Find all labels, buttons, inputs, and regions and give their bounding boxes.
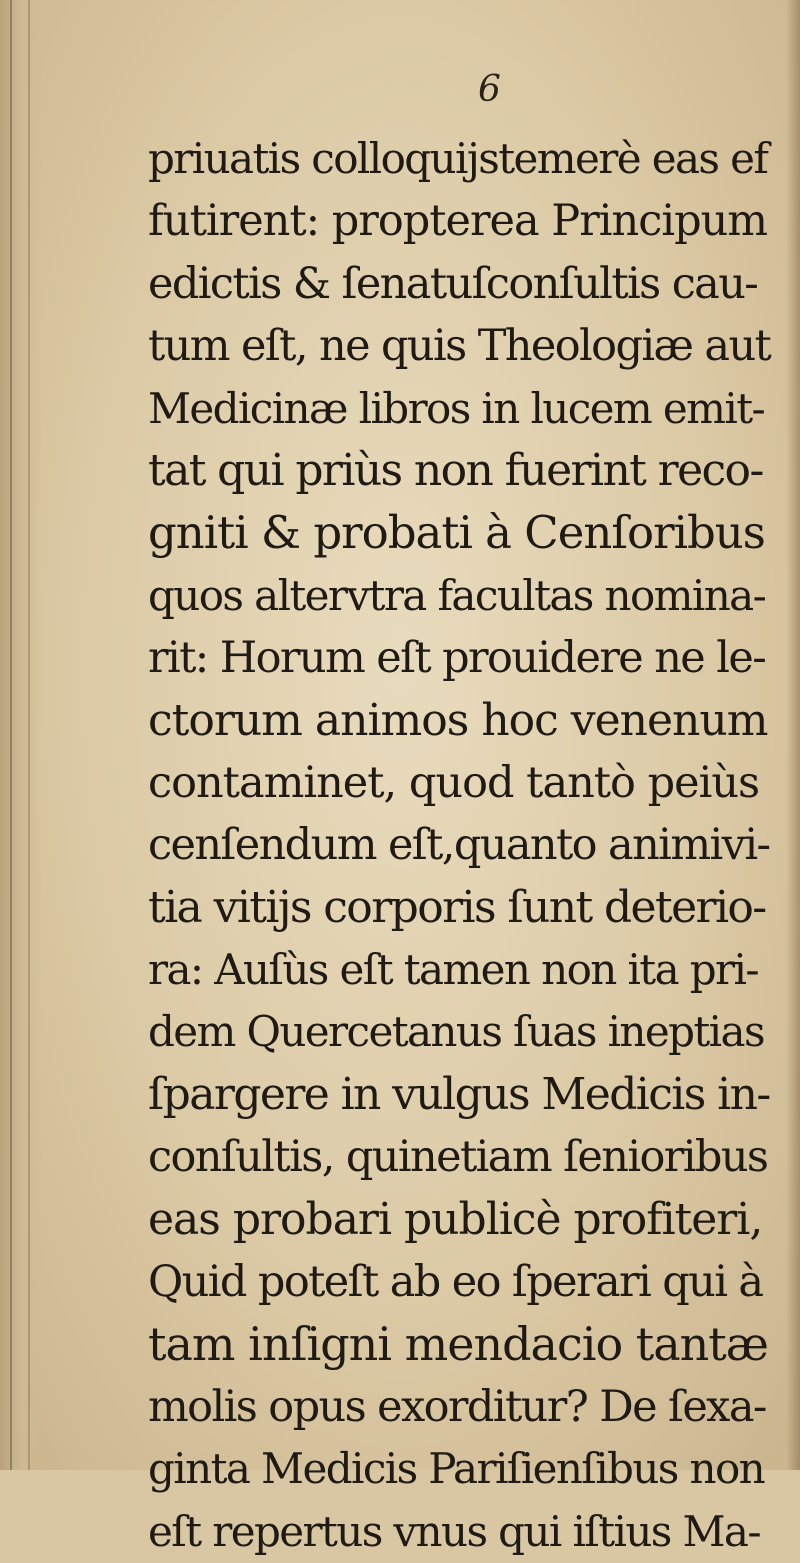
text-line: Medicinæ libros in lucem emit- [148, 383, 765, 433]
text-line: priuatis colloquijstemerè eas ef [148, 134, 768, 183]
text-line: dem Quercetanus ſuas ineptias [148, 1007, 764, 1057]
text-line: ra: Auſùs eſt tamen non ita pri- [148, 945, 758, 995]
body-text [148, 128, 772, 1563]
text-line: gniti & probati à Cenſoribus [148, 506, 765, 560]
text-line: tia vitijs corporis ſunt deterio- [148, 881, 766, 933]
text-line: ſpargere in vulgus Medicis in- [148, 1068, 770, 1120]
gutter-rule [28, 0, 30, 1470]
text-line: Quid poteſt ab eo ſperari qui à [148, 1257, 763, 1308]
text-line: ginta Medicis Pariſienſibus non [148, 1444, 765, 1494]
text-line: contaminet, quod tantò peiùs [148, 757, 760, 808]
text-line: cenſendum eſt,quanto animivi- [148, 820, 770, 871]
text-line: conſultis, quinetiam ſenioribus [148, 1132, 768, 1183]
gutter-rule [10, 0, 12, 1470]
page-edge-shadow [786, 0, 800, 1470]
text-line: futirent: propterea Principum [148, 196, 768, 247]
text-line: edictis & ſenatuſconſultis cau- [148, 258, 758, 309]
text-line: quos altervtra facultas nomina- [148, 570, 766, 620]
text-line: rit: Horum eſt prouidere ne le- [148, 633, 766, 684]
text-line: tam inſigni mendacio tantæ [148, 1317, 769, 1372]
text-line: eas probari publicè profiteri, [148, 1193, 763, 1245]
text-line: eſt repertus vnus qui iſtius Ma- [148, 1506, 760, 1556]
binding-gutter [0, 0, 42, 1470]
text-line: tat qui priùs non fuerint reco- [148, 444, 763, 496]
text-line: ctorum animos hoc venenum [148, 694, 768, 746]
text-line: molis opus exorditur? De ſexa- [148, 1381, 766, 1432]
page-number: 6 [478, 69, 501, 110]
text-line: tum eſt, ne quis Theologiæ aut [148, 321, 771, 372]
